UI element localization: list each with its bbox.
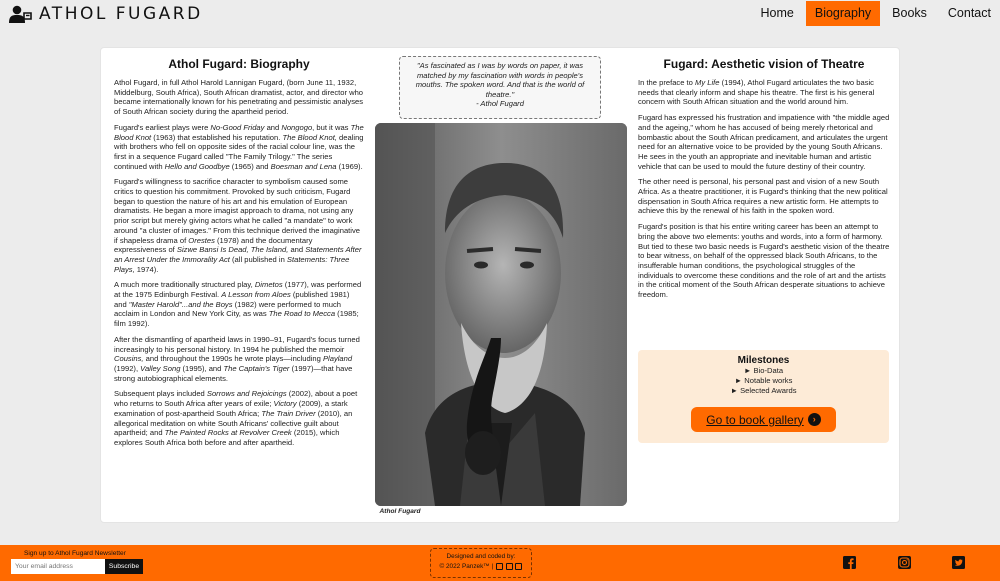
aesthetic-column [638, 57, 890, 306]
credit-line-2 [431, 562, 531, 572]
aesthetic-body [638, 78, 890, 300]
credit-line-1: Designed and coded by: [446, 553, 516, 560]
milestones-title: Milestones [737, 355, 790, 366]
instagram-icon[interactable] [898, 556, 911, 569]
quote-box [399, 56, 601, 119]
github-icon[interactable] [515, 563, 522, 570]
nav-books[interactable]: Books [892, 6, 927, 20]
quote-text: "As fascinated as I was by words on paper, it was matched by my fascination with words in people's mouths. The spoken word. And that is the world of theatre." [415, 61, 585, 99]
site-footer [0, 545, 1000, 581]
paragraph: The other need is personal, his personal past and vision of a new South Africa. As a theatre practitioner, it is Fugard's thinking that the new political dispensation in South Africa requires a new artistic form. He attempts to achieve this by the renewal of his faith in the spoken word. [638, 177, 888, 216]
paragraph: Fugard's earliest plays were No-Good Friday and Nongogo, but it was The Blood Knot (1963) that established his reputation. The Blood Knot, dealing with brothers who fell on opposite sides of the racial colour line, was the first in a sequence Fugard called "The Family Trilogy." The series continued with Hello and Goodbye (1965) and Boesman and Lena (1969). [114, 122, 364, 171]
paragraph: Fugard's position is that his entire writing career has been an attempt to bring the above two elements: youths and words, into a form of harmony. But tied to these two basic needs is Fugard's aesthetic vision of the theatre to bear witness, on behalf of the oppressed black South Africans, to the insufferable human conditions, the psychological struggles of the individuals to overcome these conditions and the role of art and the artists in the critical moment of the South African desperate situations to achieve freedom. [638, 222, 890, 300]
brand-title: ATHOL FUGARD [39, 4, 203, 24]
biography-title: Athol Fugard: Biography [168, 57, 310, 71]
nav-biography[interactable]: Biography [806, 1, 880, 26]
portrait-image [375, 123, 627, 506]
paragraph: Subsequent plays included Sorrows and Rejoicings (2002), about a poet who returns to South Africa after years of exile; Victory (2009), a stark examination of post-apartheid South Africa; The Train Driver (2010), an allegorical meditation on white South Africans' collective guilt about apartheid; and The Painted Rocks at Revolver Creek (2015), which explores South Africa both before and after apartheid. [114, 389, 358, 447]
chevron-right-icon: › [808, 413, 821, 426]
subscribe-button[interactable]: Subscribe [105, 559, 143, 574]
paragraph: Fugard's willingness to sacrifice character to symbolism caused some critics to question his commitment. Provoked by such criticism, Fugard began to question the nature of his art and his emulation of European dramatists. He began a more imagist approach to drama, not using any prior script but merely giving actors what he called "a mandate" to work around "a cluster of images." From this technique derived the imaginative if shapeless drama of Orestes (1978) and the documentary expressiveness of Sizwe Bansi Is Dead, The Island, and Statements After an Arrest Under the Immorality Act (all published in Statements: Three Plays, 1974). [114, 177, 362, 274]
brand[interactable] [9, 4, 203, 24]
credit-copyright: © 2022 Panzek™ | [439, 563, 494, 570]
paragraph: After the dismantling of apartheid laws in 1990–91, Fugard's focus turned increasingly to his personal history. In 1994 he published the memoir Cousins, and throughout the 1990s he wrote plays—including Playland (1992), Valley Song (1995), and The Captain's Tiger (1997)—that have strong autobiographical elements. [114, 334, 360, 383]
book-gallery-label: Go to book gallery [706, 412, 804, 427]
content-card [100, 47, 900, 523]
paragraph: Athol Fugard, in full Athol Harold Lannigan Fugard, (born June 11, 1932, Middelburg, South Africa), South African dramatist, actor, and director who became internationally known for his penetrating and pessimistic analyses of South African society during the apartheid period. [114, 78, 364, 117]
milestone-bio-data[interactable]: ► Bio-Data [743, 366, 784, 375]
nav-home[interactable]: Home [760, 6, 794, 20]
newsletter-title: Sign up to Athol Fugard Newsletter [24, 550, 126, 557]
biography-body [114, 78, 364, 448]
athol-fugard-photo [375, 123, 627, 506]
aesthetic-title: Fugard: Aesthetic vision of Theatre [663, 57, 865, 71]
designer-credit [430, 548, 532, 578]
user-icon [9, 5, 33, 23]
twitter-icon[interactable] [496, 563, 503, 570]
newsletter-email-input[interactable] [11, 559, 105, 574]
milestones-panel [638, 350, 889, 443]
biography-column [114, 57, 364, 454]
linkedin-icon[interactable] [506, 563, 513, 570]
paragraph: In the preface to My Life (1994), Athol Fugard articulates the two basic needs that clearly inform and shape his theatre. The first is his general concern with South African situation and the world around him. [638, 78, 875, 107]
facebook-icon[interactable] [843, 556, 856, 569]
book-gallery-button[interactable] [691, 407, 836, 432]
photo-caption: Athol Fugard [379, 508, 421, 515]
main-nav [749, 1, 1000, 26]
milestone-selected-awards[interactable]: ► Selected Awards [730, 386, 797, 395]
paragraph: A much more traditionally structured play, Dimetos (1977), was performed at the 1975 Edinburgh Festival. A Lesson from Aloes (published 1981) and "Master Harold"...and the Boys (1982) were performed to much acclaim in London and New York City, as was The Road to Mecca (1985; film 1992). [114, 280, 362, 329]
twitter-icon[interactable] [952, 556, 965, 569]
milestone-notable-works[interactable]: ► Notable works [734, 376, 793, 385]
paragraph: Fugard has expressed his frustration and impatience with "the middle aged and the ageing," whom he has accused of being merely rhetorical and bombastic about the South African predicament, and articulates the urgent need for an alternative voice to be provided by the young South Africans. He sees in the youth an appropriate and inevitable human and artistic vehicle that can be used to mould the future destiny of their country. [638, 113, 890, 171]
site-header [0, 0, 1000, 30]
quote-author: - Athol Fugard [476, 99, 524, 108]
nav-contact[interactable]: Contact [947, 6, 991, 20]
